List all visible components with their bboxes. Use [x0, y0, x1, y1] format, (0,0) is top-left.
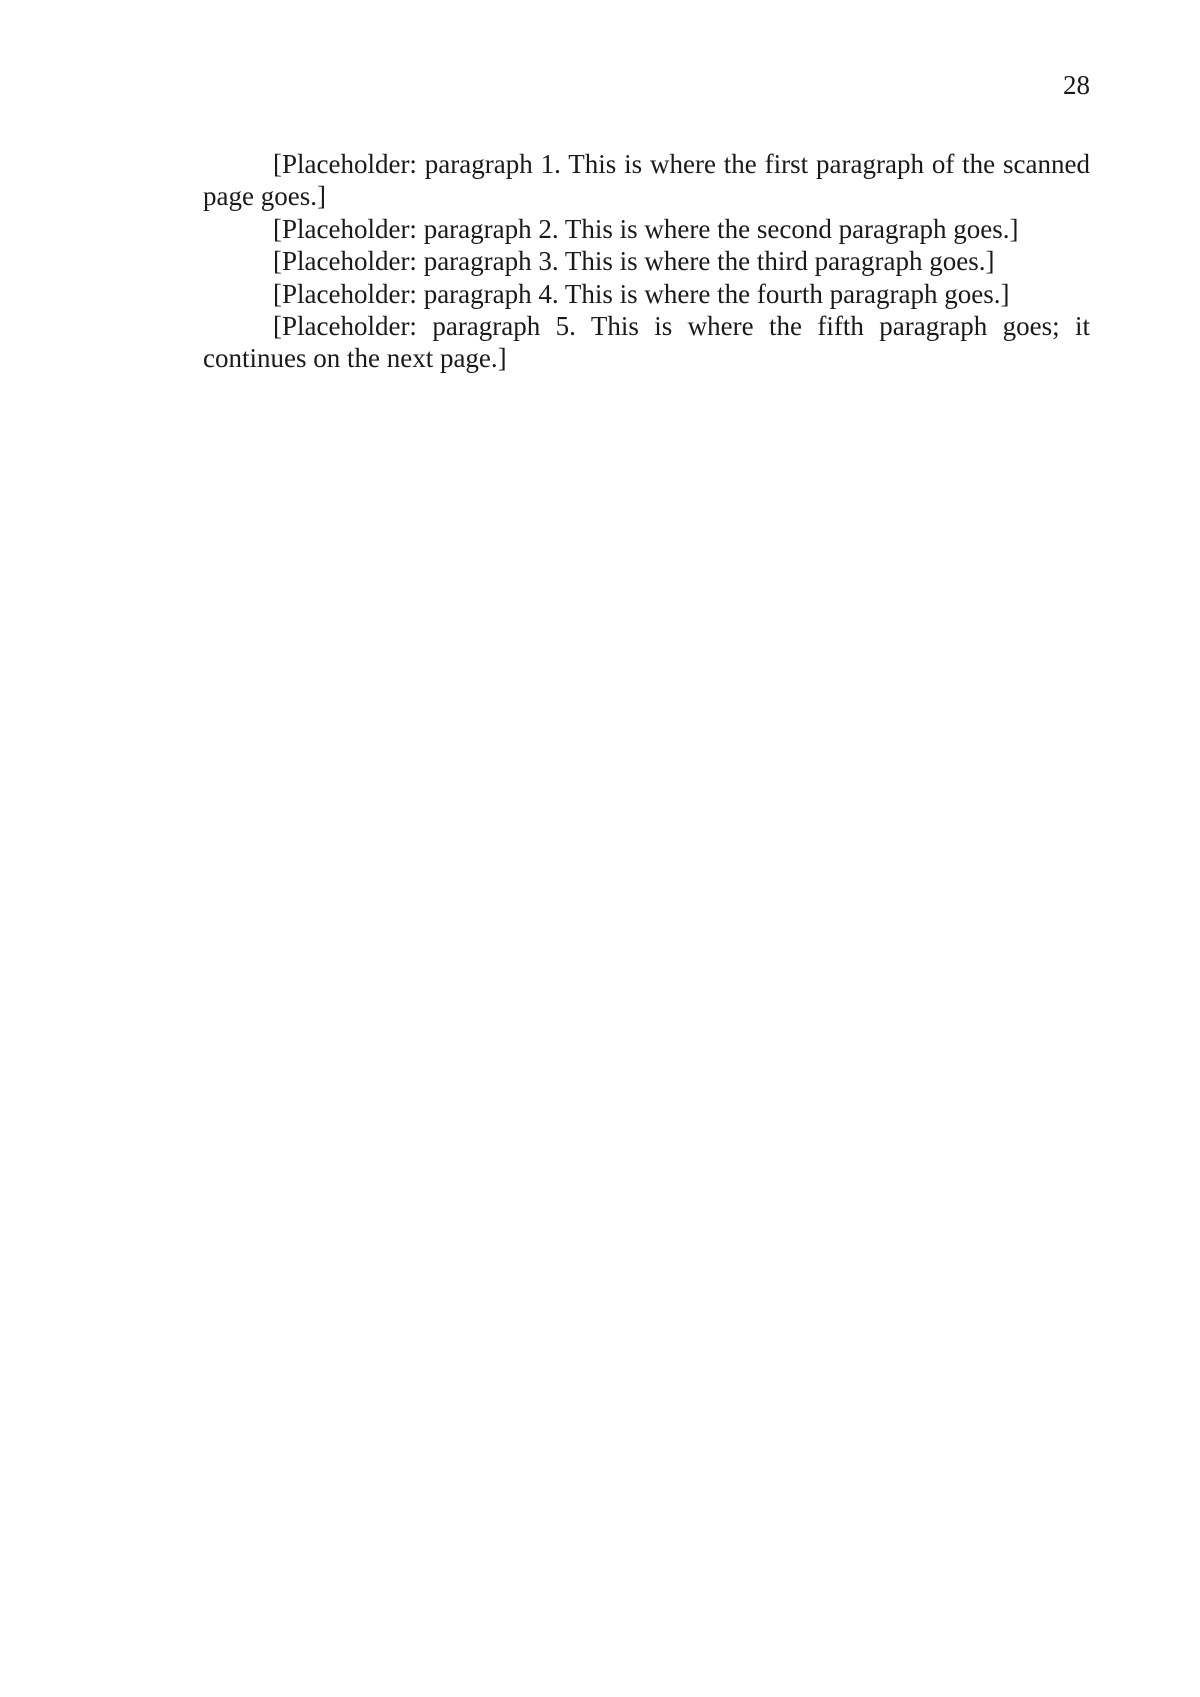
- paragraph-patient-routing: [Placeholder: paragraph 4. This is where the fourth paragraph goes.]: [273, 278, 1010, 309]
- document-body: [203, 148, 1090, 375]
- paragraph-preventive-examinations: [Placeholder: paragraph 5. This is where the fifth paragraph goes; it continues on the next page.]: [203, 311, 1090, 374]
- paragraph-screening-results: [Placeholder: paragraph 2. This is where the second paragraph goes.]: [273, 213, 1019, 244]
- page-number: 28: [1063, 70, 1090, 100]
- paragraph-oms-payment: [Placeholder: paragraph 3. This is where the third paragraph goes.]: [273, 246, 995, 277]
- paragraph-employer-screening: [Placeholder: paragraph 1. This is where the first paragraph of the scanned page goes.]: [203, 149, 1090, 212]
